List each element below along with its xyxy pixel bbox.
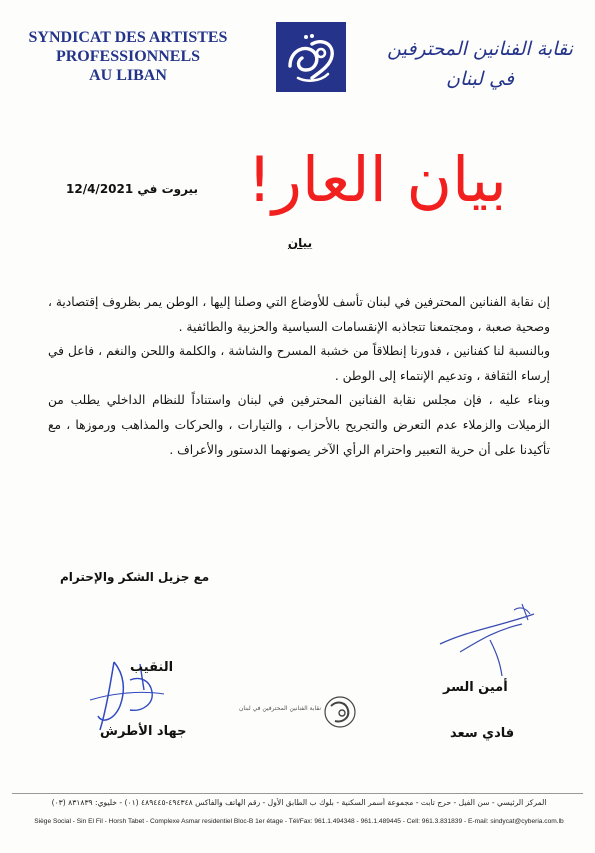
body-paragraph: وبناء عليه ، فإن مجلس نقابة الفنانين المحترفين في لبنان واستناداً للنظام الداخلي يطلب من الزميلات والزملاء عدم التعرض والتجريح بالأحزاب ، والتيارات ، والحركات والمذاهب ورموزها ، مع تأكيدنا على أن حرية التعبير واحترام الرأي الآخر يصونهما الدستور والأعراف . — [48, 393, 550, 457]
syndicate-stamp-icon — [325, 697, 355, 727]
secretary-signature — [430, 600, 550, 680]
body-paragraph: إن نقابة الفنانين المحترفين في لبنان تأسف للأوضاع التي وصلنا إليها ، الوطن يمر بظروف إقتصادية ، وصحية صعبة ، ومجتمعنا تتجاذبه الإنقسامات السياسية والحزبية والطائفية . — [48, 295, 550, 334]
french-name-line-1: SYNDICAT DES ARTISTES — [28, 29, 228, 46]
syndicate-stamp — [228, 692, 368, 732]
headline-title: بيان العار! — [247, 143, 507, 216]
letterhead-french-name — [18, 28, 238, 85]
statement-subtitle: بيان — [287, 236, 313, 250]
arabic-name-line-2: في لبنان — [446, 68, 514, 90]
stamp-text: نقابة الفنانين المحترفين في لبنان — [238, 705, 322, 712]
letterhead-arabic-name — [380, 34, 580, 94]
president-title: النقيب — [130, 660, 174, 675]
footer-french-address: Siège Social - Sin El Fil - Horsh Tabet - Complexe Asmar residentiel Bloc-B 1er étage - Tél/Fax: 961.1.494348 - 961.1.489445 - Cell: 961.3.831839 - E-mail: sindycat@cyberia.com.lb — [34, 818, 564, 825]
syndicate-calligraphy-logo-icon — [276, 22, 346, 92]
arabic-name-line-1: نقابة الفنانين المحترفين — [387, 38, 573, 60]
letter-date: بيروت في 12/4/2021 — [66, 182, 198, 196]
footer-arabic-address: المركز الرئيسي - سن الفيل - حرج تابت - مجموعة أسمر السكنية - بلوك ب الطابق الأول - رقم الهاتف والفاكس ٤٩٤٣٤٨-٤٨٩٤٤٥ (٠١) - خليوي: ٨٣١٨٣٩ (٠٣) — [51, 798, 547, 807]
president-name: جهاد الأطرش — [100, 724, 187, 739]
statement-body — [48, 290, 550, 462]
closing-line: مع جزيل الشكر والإحترام — [60, 570, 210, 584]
french-name-line-3: AU LIBAN — [89, 67, 167, 84]
body-paragraph: وبالنسبة لنا كفنانين ، فدورنا إنطلاقاً من خشبة المسرح والشاشة ، والكلمة واللحن والنغم ، فاعل في إرساء الثقافة ، وتدعيم الإنتماء إلى الوطن . — [48, 344, 550, 383]
secretary-name: فادي سعد — [450, 726, 515, 741]
footer-divider — [12, 793, 583, 794]
secretary-title: أمين السر — [443, 680, 508, 695]
french-name-line-2: PROFESSIONNELS — [55, 48, 201, 65]
